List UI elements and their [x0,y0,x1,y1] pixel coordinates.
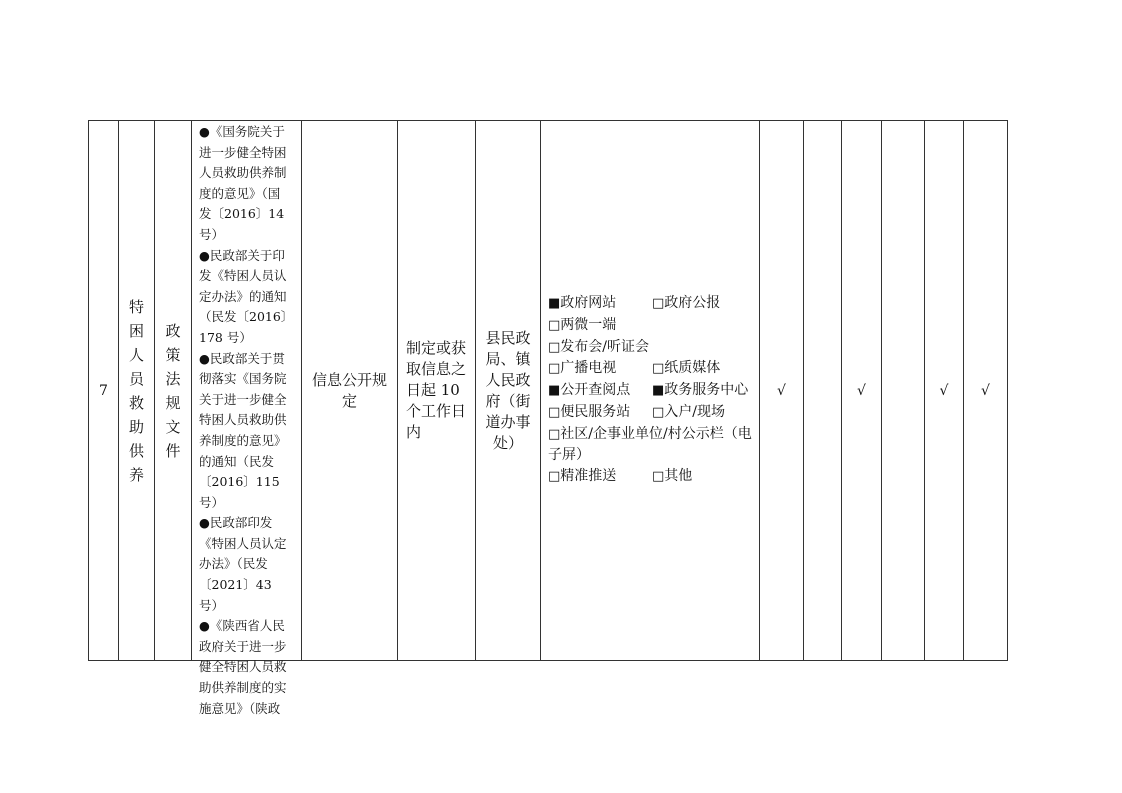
channel-mark: □ [548,361,561,377]
check-mark: √ [939,382,949,399]
check-cell [925,121,964,661]
subject-text: 县民政 局、镇 人民政 府（街 道办事 处） [485,328,531,452]
content-text: 信息公开规 定 [311,370,387,410]
channel-mark: □ [548,339,561,355]
row-index-cell [89,121,119,661]
channel-item [652,466,692,488]
channel-mark: □ [548,317,561,333]
channel-mark: ■ [548,295,561,311]
check-cell [842,121,882,661]
channel-item [652,402,725,424]
channel-item [548,358,652,380]
check-cell [804,121,842,661]
channel-item [548,380,652,402]
channel-mark: □ [652,469,665,485]
channel-label: 政务服务中心 [664,382,749,399]
basis-cell [192,121,302,716]
category-label: 特 困 人 员 救 助 供 养 [128,297,144,484]
channel-item [652,293,720,315]
check-mark: √ [981,382,990,399]
channel-label: 社区/企事业单位/村公示栏（电子屏） [548,425,752,464]
channel-mark: ■ [652,383,665,399]
channel-cell [541,121,760,661]
channel-item [548,402,652,424]
basis-text: ●《国务院关于 进一步健全特困 人员救助供养制 度的意见》（国 发〔2016〕14 号） ●民政部关于印 发《特困人员认 定办法》的通知 （民发〔2016〕 178 号） ●民政部关于贯 彻落实《国务院 关于进一步健全 特困人员救助供 养制度的意见》 的通知（民发 〔2016〕115 号） ●民政部印发 《特困人员认定 办法》（民发 〔2021〕43 号） ●《陕西省人民 政府关于进一步 健全特困人员救 助供养制度的实 施意见》（陕政 [199,124,294,716]
subject-cell [476,121,541,661]
channel-item [548,424,753,467]
channel-mark: □ [652,361,665,377]
channel-label: 政府网站 [560,294,617,311]
channel-label: 纸质媒体 [664,360,721,377]
check-cell [760,121,804,661]
channel-item [548,466,652,488]
channel-item [548,293,652,315]
channel-label: 发布会/听证会 [560,338,650,355]
time-limit-text: 制定或获 取信息之 日起 10 个工作日 内 [406,339,467,441]
channel-item [652,358,720,380]
channel-mark: □ [652,404,665,420]
channel-label: 广播电视 [560,360,617,377]
time-limit-cell [398,121,476,661]
check-cell [964,121,1008,661]
channel-mark: □ [652,295,665,311]
channel-label: 政府公报 [664,294,721,311]
channel-label: 入户/现场 [664,403,726,420]
subcategory-label: 政 策 法 规 文 件 [165,321,181,460]
row-index: 7 [99,382,108,399]
channel-mark: □ [548,404,561,420]
channel-mark: □ [548,426,561,442]
channel-label: 公开查阅点 [560,382,631,399]
subcategory-cell [155,121,192,661]
check-cell [882,121,925,661]
channel-list [541,293,759,488]
channel-label: 便民服务站 [560,403,631,420]
disclosure-table [88,120,1008,716]
channel-item [548,337,649,359]
channel-label: 精准推送 [560,468,617,485]
channel-label: 两微一端 [560,316,617,333]
channel-mark: ■ [548,383,561,399]
channel-label: 其他 [664,468,693,485]
table-row [89,121,1008,661]
channel-mark: □ [548,469,561,485]
content-cell [302,121,398,661]
check-mark: √ [777,382,786,399]
category-cell [119,121,155,661]
channel-item [652,380,748,402]
channel-item [548,315,652,337]
check-mark: √ [857,382,866,399]
